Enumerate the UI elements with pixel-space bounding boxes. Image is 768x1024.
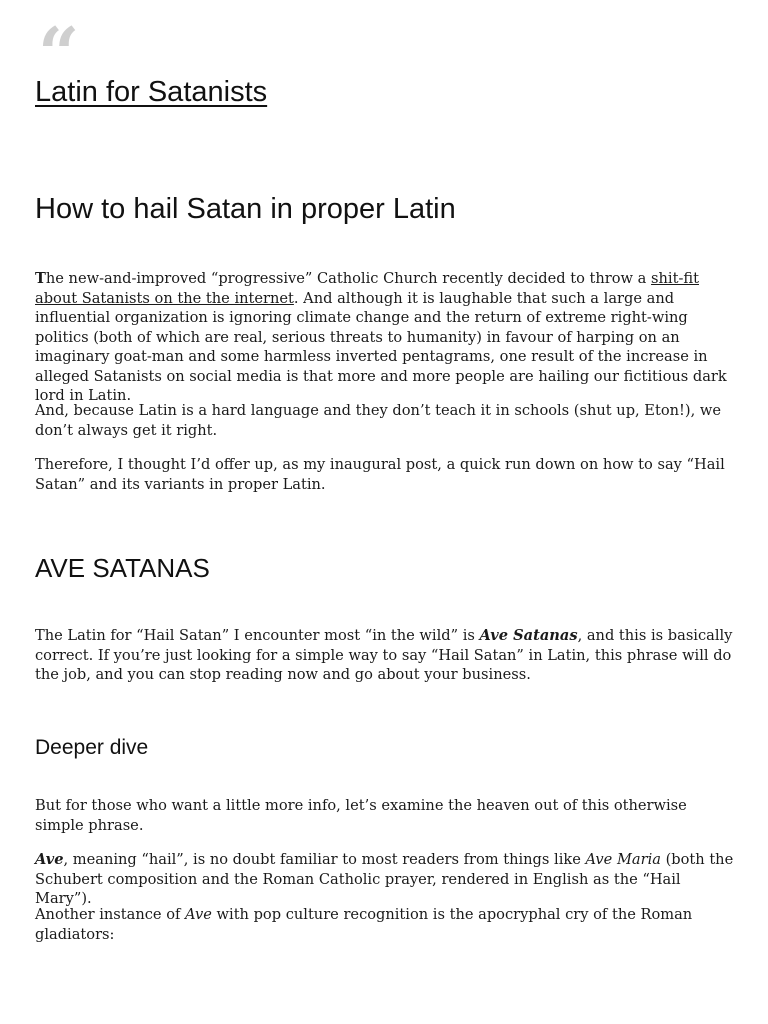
subheading-deeper-dive: Deeper dive	[35, 736, 149, 759]
intro-paragraph-1	[35, 269, 735, 406]
section-heading-ave-satanas: AVE SATANAS	[35, 553, 210, 583]
emphasis-ave: Ave	[35, 851, 64, 868]
deeper-dive-paragraph-3	[35, 905, 735, 944]
text: with pop culture recognition is the apocryphal cry of the Roman gladiators:	[35, 906, 693, 943]
deeper-dive-paragraph-2	[35, 850, 735, 909]
text: The Latin for “Hail Satan” I encounter most “in the wild” is	[35, 627, 480, 644]
text: , meaning “hail”, is no doubt familiar to most readers from things like	[63, 851, 586, 868]
emphasis-ave-satanas: Ave Satanas	[479, 627, 578, 644]
text: (both the Schubert composition and the Roman Catholic prayer, rendered in English as the “Hail Mary”).	[35, 851, 734, 907]
intro-paragraph-2: And, because Latin is a hard language and they don’t teach it in schools (shut up, Eton!), we don’t always get it right.	[35, 402, 721, 439]
italic-ave: Ave	[185, 906, 212, 923]
post-title: How to hail Satan in proper Latin	[35, 193, 456, 225]
intro-text-end: . And although it is laughable that such a large and influential organization is ignoring climate change and the return of extreme right-wing politics (both of which are real, serious threats to humanity) in favour of harping on an imaginary goat-man and some harmless inverted pentagrams, one result of the increase in alleged Satanists on social media is that more and more people are hailing our fictitious dark lord in Latin.	[35, 289, 727, 404]
quote-mark-icon: “	[38, 11, 80, 96]
ave-satanas-paragraph	[35, 626, 735, 685]
intro-text-start: he new-and-improved “progressive” Catholic Church recently decided to throw a	[45, 270, 652, 287]
deeper-dive-paragraph-1: But for those who want a little more info, let’s examine the heaven out of this otherwise simple phrase.	[35, 797, 687, 834]
intro-paragraph-3: Therefore, I thought I’d offer up, as my inaugural post, a quick run down on how to say “Hail Satan” and its variants in proper Latin.	[35, 456, 725, 493]
text: , and this is basically correct. If you’re just looking for a simple way to say “Hail Satan” in Latin, this phrase will do the job, and you can stop reading now and go about your business.	[35, 627, 733, 683]
shit-fit-link[interactable]: shit-fit about Satanists on the the internet	[35, 270, 699, 307]
italic-ave-maria: Ave Maria	[585, 851, 661, 868]
drop-cap: T	[35, 270, 46, 287]
text: Another instance of	[35, 906, 186, 923]
blog-title-link[interactable]: Latin for Satanists	[35, 76, 268, 108]
